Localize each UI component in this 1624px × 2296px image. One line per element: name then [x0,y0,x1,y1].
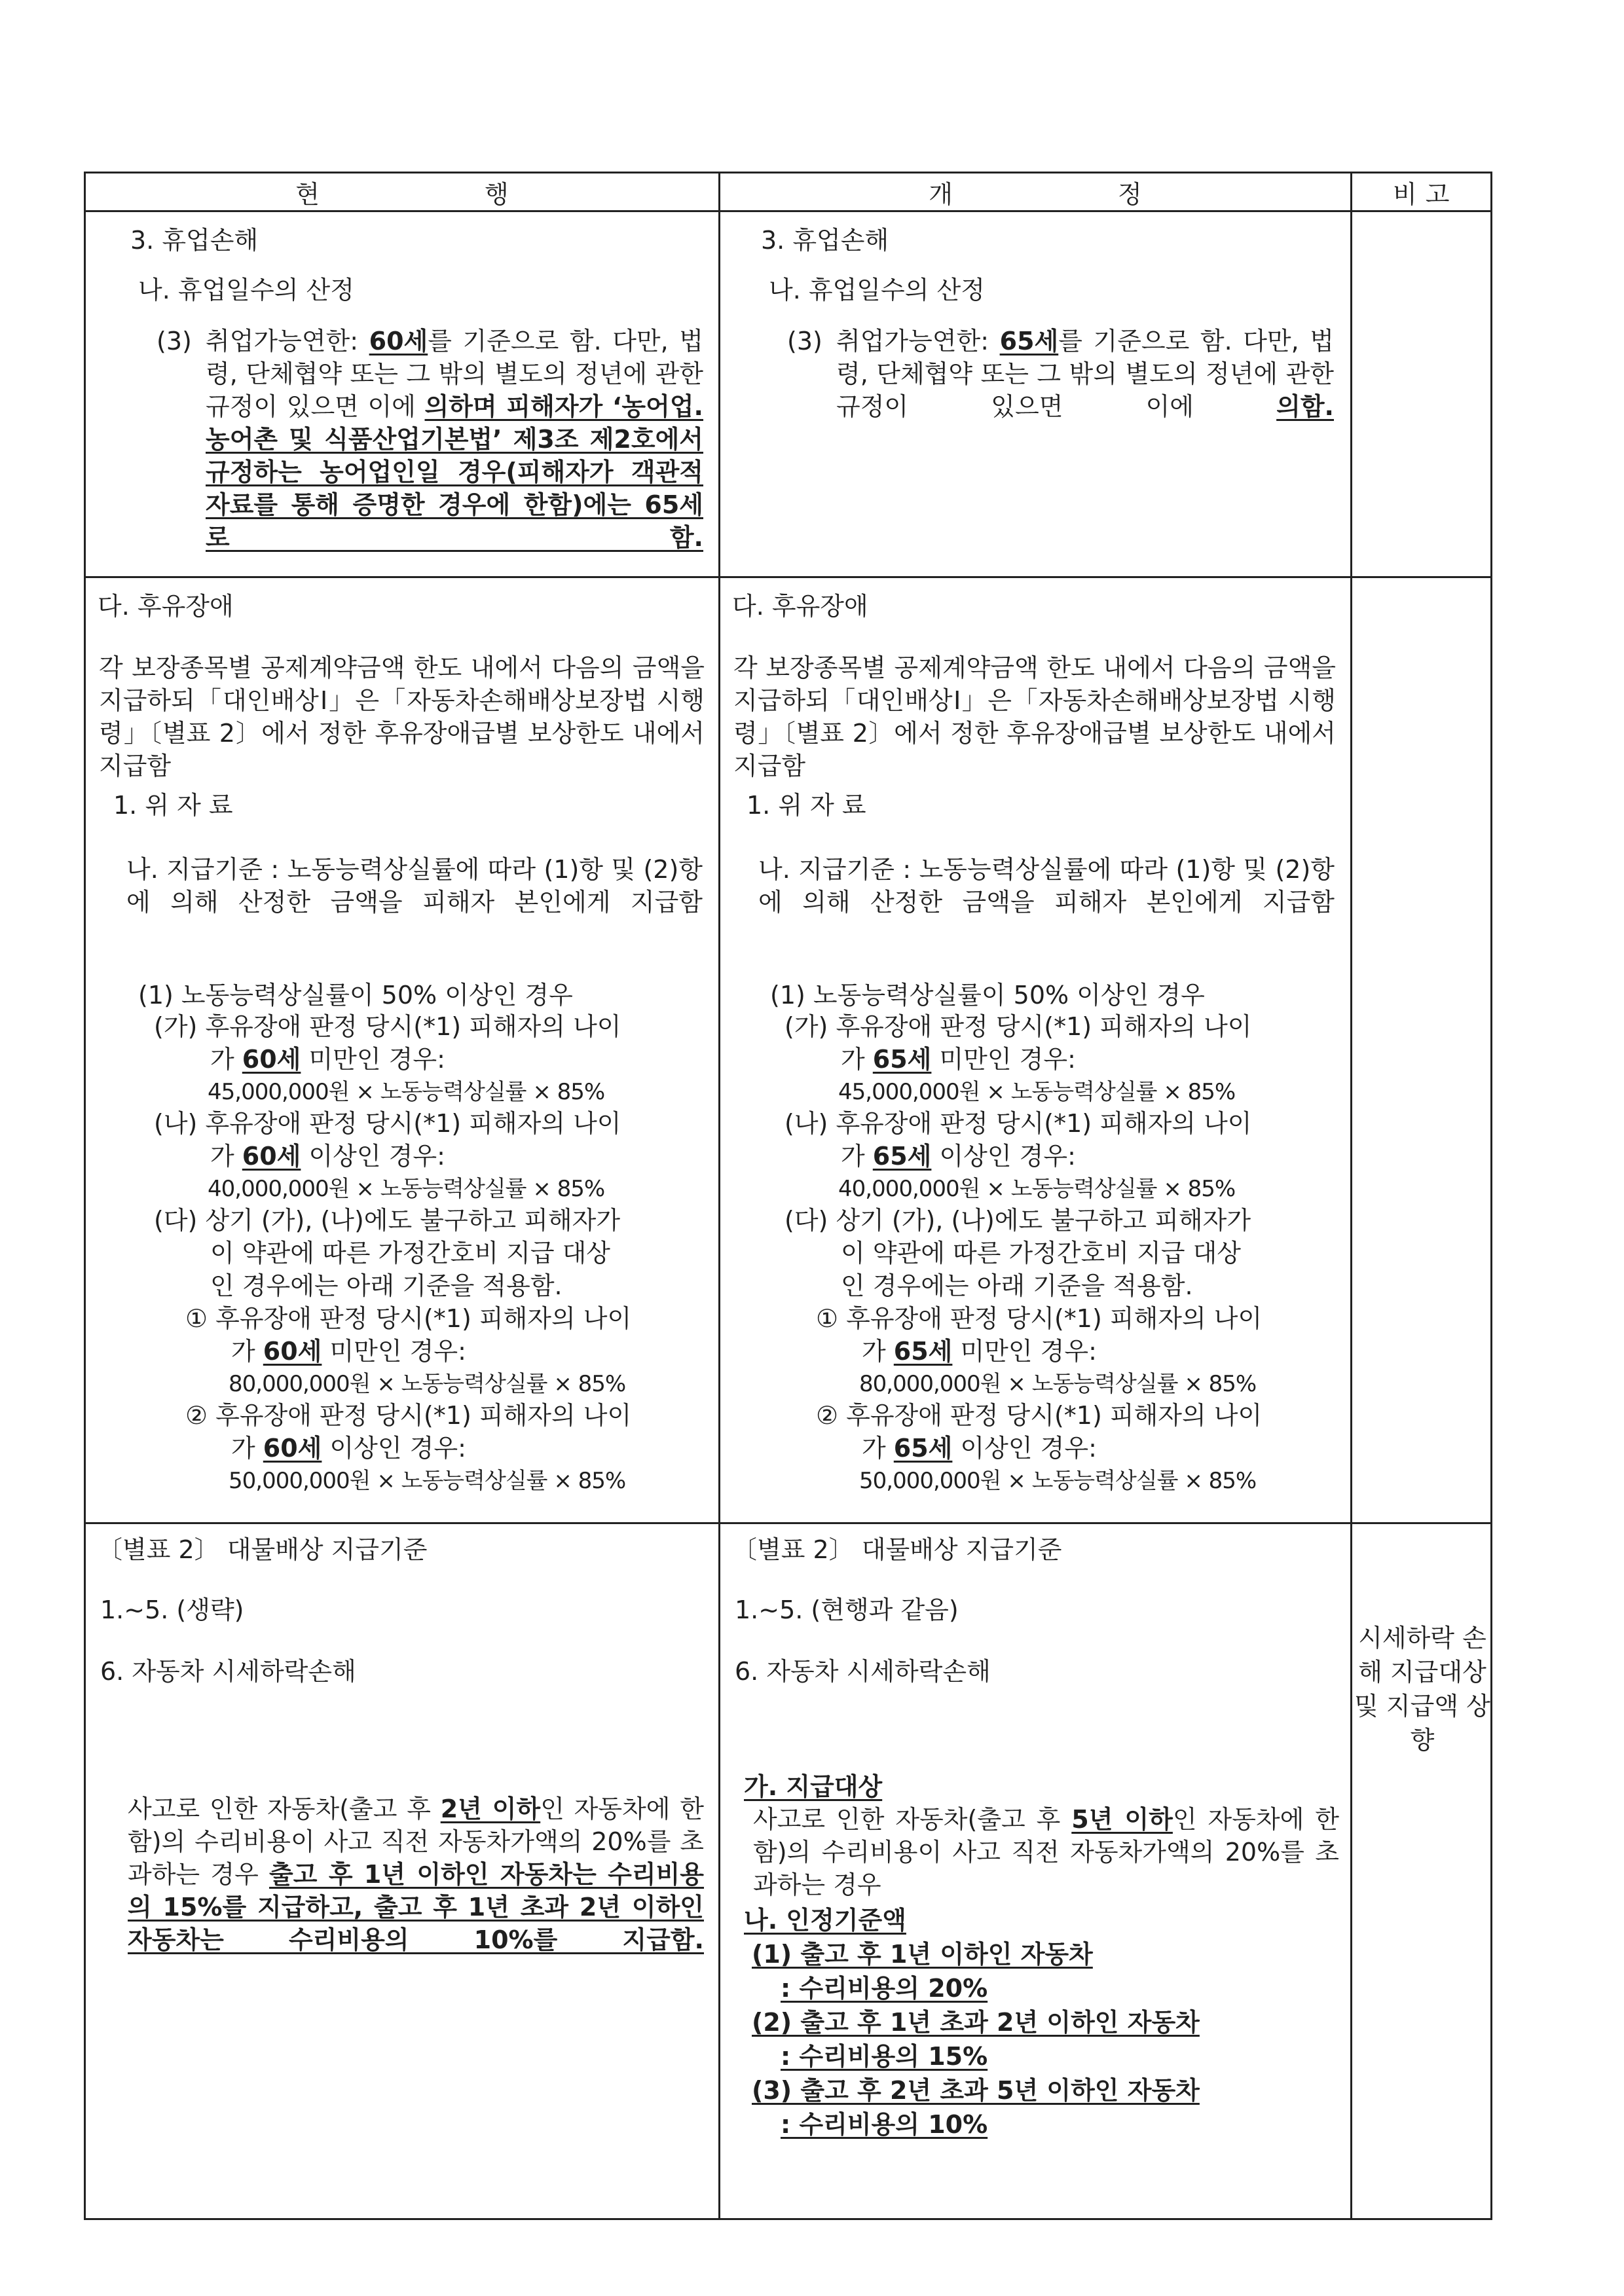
case-da-line2: 이 약관에 따른 가정간호비 지급 대상 [841,1239,1242,1267]
case-ga-formula: 45,000,000원 × 노동능력상실률 × 85% [838,1079,1236,1105]
case-c2-line2: 가 65세 이상인 경우: [862,1434,1097,1463]
remarks-section1 [1352,211,1492,577]
section-title: 3. 휴업손해 [130,226,259,255]
case-da-line3: 인 경우에는 아래 기준을 적용함. [841,1271,1193,1300]
case-c1-line2: 가 65세 미만인 경우: [862,1337,1097,1366]
amount-heading: 나. 인정기준액 [744,1906,906,1935]
revised-rule-text: 사고로 인한 자동차(출고 후 5년 이하인 자동차에 한함)의 수리비용이 사고 직전 자동차가액의 20%를 초과하는 경우 [753,1805,1339,1899]
header-revised: 개 정 [720,173,1352,211]
comparison-table [84,172,1492,2220]
item-number: (3) [787,327,822,355]
rate-row-1: (1) 출고 후 1년 이하인 자동차 [752,1940,1093,1969]
case-c2-line2: 가 60세 이상인 경우: [231,1434,466,1463]
same-items: 1.~5. (현행과 같음) [735,1595,959,1624]
revised-section3 [720,1523,1352,2219]
case-c1-line1: ① 후유장애 판정 당시(*1) 피해자의 나이 [185,1304,632,1333]
case1-heading: (1) 노동능력상실률이 50% 이상인 경우 [138,981,573,1010]
item6-title: 6. 자동차 시세하락손해 [100,1657,356,1686]
case-da-line1: (다) 상기 (가), (나)에도 불구하고 피해자가 [784,1206,1251,1235]
case-c1-formula: 80,000,000원 × 노동능력상실률 × 85% [229,1371,626,1397]
case-na-line1: (나) 후유장애 판정 당시(*1) 피해자의 나이 [154,1109,621,1138]
case-ga-line1: (가) 후유장애 판정 당시(*1) 피해자의 나이 [154,1012,621,1041]
criteria-text: 나. 지급기준 : 노동능력상실률에 따라 (1)항 및 (2)항에 의해 산정한 금액을 피해자 본인에게 지급함 [758,855,1335,917]
item-text: 취업가능연한: 60세를 기준으로 함. 다만, 법령, 단체협약 또는 그 밖의 별도의 정년에 관한 규정이 있으면 이에 의하며 피해자가 ‘농어업.농어촌 및 식품산업기본법’ 제3조 제2호에서 규정하는 농어업인일 경우(피해자가 객관적 자료를 통해 증명한 경우에 한함)에는 65세로 함. [206,327,703,552]
revised-section1 [720,211,1352,577]
target-heading: 가. 지급대상 [744,1772,883,1801]
rate-row-1-value: : 수리비용의 20% [781,1974,988,2003]
current-section3 [85,1523,720,2219]
case-ga-line2: 가 65세 미만인 경우: [841,1045,1076,1074]
table-title: 〔별표 2〕 대물배상 지급기준 [732,1535,1062,1564]
case-ga-formula: 45,000,000원 × 노동능력상실률 × 85% [208,1079,605,1105]
case-c2-formula: 50,000,000원 × 노동능력상실률 × 85% [859,1468,1257,1494]
section-title: 3. 휴업손해 [761,226,889,255]
rate-row-2: (2) 출고 후 1년 초과 2년 이하인 자동차 [752,2008,1200,2037]
current-rule-text: 사고로 인한 자동차(출고 후 2년 이하인 자동차에 한함)의 수리비용이 사고 직전 자동차가액의 20%를 초과하는 경우 출고 후 1년 이하인 자동차는 수리비용의 15%를 지급하고, 출고 후 1년 초과 2년 이하인 자동차는 수리비용의 10%를 지급함. [128,1795,704,1954]
case-da-line3: 인 경우에는 아래 기준을 적용함. [210,1271,563,1300]
revised-section2 [720,577,1352,1523]
case-ga-line2: 가 60세 미만인 경우: [210,1045,445,1074]
rate-row-2-value: : 수리비용의 15% [781,2042,988,2071]
current-section2 [85,577,720,1523]
case-na-line2: 가 65세 이상인 경우: [841,1142,1076,1171]
subsection-title: 나. 휴업일수의 산정 [769,276,985,304]
subsection-title: 나. 휴업일수의 산정 [138,276,354,304]
criteria-text: 나. 지급기준 : 노동능력상실률에 따라 (1)항 및 (2)항에 의해 산정한 금액을 피해자 본인에게 지급함 [126,855,703,917]
remark-note: 시세하락 손해 지급대상 및 지급액 상향 [1354,1624,1490,1755]
case-na-line2: 가 60세 이상인 경우: [210,1142,445,1171]
omitted-items: 1.~5. (생략) [100,1595,244,1624]
current-section1 [85,211,720,577]
case-na-line1: (나) 후유장애 판정 당시(*1) 피해자의 나이 [784,1109,1252,1138]
case-c1-line2: 가 60세 미만인 경우: [231,1337,466,1366]
rate-row-3: (3) 출고 후 2년 초과 5년 이하인 자동차 [752,2076,1200,2105]
case-c1-formula: 80,000,000원 × 노동능력상실률 × 85% [859,1371,1257,1397]
header-remarks: 비 고 [1352,173,1492,211]
remarks-section3 [1352,1523,1492,2219]
case-da-line1: (다) 상기 (가), (나)에도 불구하고 피해자가 [154,1206,621,1235]
case-na-formula: 40,000,000원 × 노동능력상실률 × 85% [208,1176,605,1202]
case-c2-line1: ② 후유장애 판정 당시(*1) 피해자의 나이 [185,1401,632,1430]
case-na-formula: 40,000,000원 × 노동능력상실률 × 85% [838,1176,1236,1202]
header-current: 현 행 [85,173,720,211]
intro-text: 각 보장종목별 공제계약금액 한도 내에서 다음의 금액을 지급하되「대인배상Ⅰ」은「자동차손해배상보장법 시행령」〔별표 2〕에서 정한 후유장애급별 보상한도 내에서 지급함 [99,653,705,780]
section-title: 다. 후유장애 [98,592,234,621]
table-title: 〔별표 2〕 대물배상 지급기준 [98,1535,428,1564]
item6-title: 6. 자동차 시세하락손해 [735,1657,991,1686]
subsection-title: 1. 위 자 료 [113,791,233,820]
case-c2-line1: ② 후유장애 판정 당시(*1) 피해자의 나이 [816,1401,1263,1430]
remarks-section2 [1352,577,1492,1523]
item-text: 취업가능연한: 65세를 기준으로 함. 다만, 법령, 단체협약 또는 그 밖의 별도의 정년에 관한 규정이 있으면 이에 의함. [836,327,1334,421]
case-ga-line1: (가) 후유장애 판정 당시(*1) 피해자의 나이 [784,1012,1252,1041]
intro-text: 각 보장종목별 공제계약금액 한도 내에서 다음의 금액을 지급하되「대인배상Ⅰ」은「자동차손해배상보장법 시행령」〔별표 2〕에서 정한 후유장애급별 보상한도 내에서 지급함 [733,653,1336,780]
case-c1-line1: ① 후유장애 판정 당시(*1) 피해자의 나이 [816,1304,1263,1333]
case-c2-formula: 50,000,000원 × 노동능력상실률 × 85% [229,1468,626,1494]
section-title: 다. 후유장애 [732,592,868,621]
rate-row-3-value: : 수리비용의 10% [781,2110,988,2139]
case-da-line2: 이 약관에 따른 가정간호비 지급 대상 [210,1239,611,1267]
subsection-title: 1. 위 자 료 [747,791,866,820]
item-number: (3) [157,327,192,355]
case1-heading: (1) 노동능력상실률이 50% 이상인 경우 [770,981,1205,1010]
